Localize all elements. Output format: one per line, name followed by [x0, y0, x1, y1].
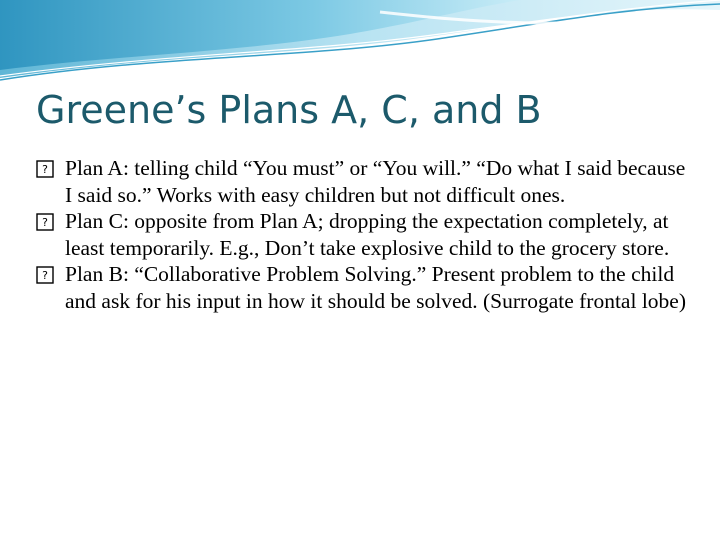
bullet-list [36, 155, 686, 314]
bullet-item [36, 261, 686, 314]
missing-glyph-bullet-icon [36, 266, 54, 284]
slide-title: Greene’s Plans A, C, and B [36, 88, 542, 132]
bullet-text: Plan C: opposite from Plan A; dropping the expectation completely, at least temporarily. E.g., Don’t take explosive child to the grocery store. [65, 209, 670, 260]
bullet-text: Plan A: telling child “You must” or “You will.” “Do what I said because I said so.” Works with easy children but not difficult ones. [65, 156, 686, 207]
bullet-item [36, 208, 686, 261]
svg-text:?: ? [42, 269, 48, 282]
svg-text:?: ? [42, 216, 48, 229]
bullet-text: Plan B: “Collaborative Problem Solving.” Present problem to the child and ask for his input in how it should be solved. (Surrogate frontal lobe) [65, 262, 687, 313]
wave-header-decoration [0, 0, 720, 90]
bullet-item [36, 155, 686, 208]
missing-glyph-bullet-icon [36, 160, 54, 178]
missing-glyph-bullet-icon [36, 213, 54, 231]
svg-text:?: ? [42, 163, 48, 176]
